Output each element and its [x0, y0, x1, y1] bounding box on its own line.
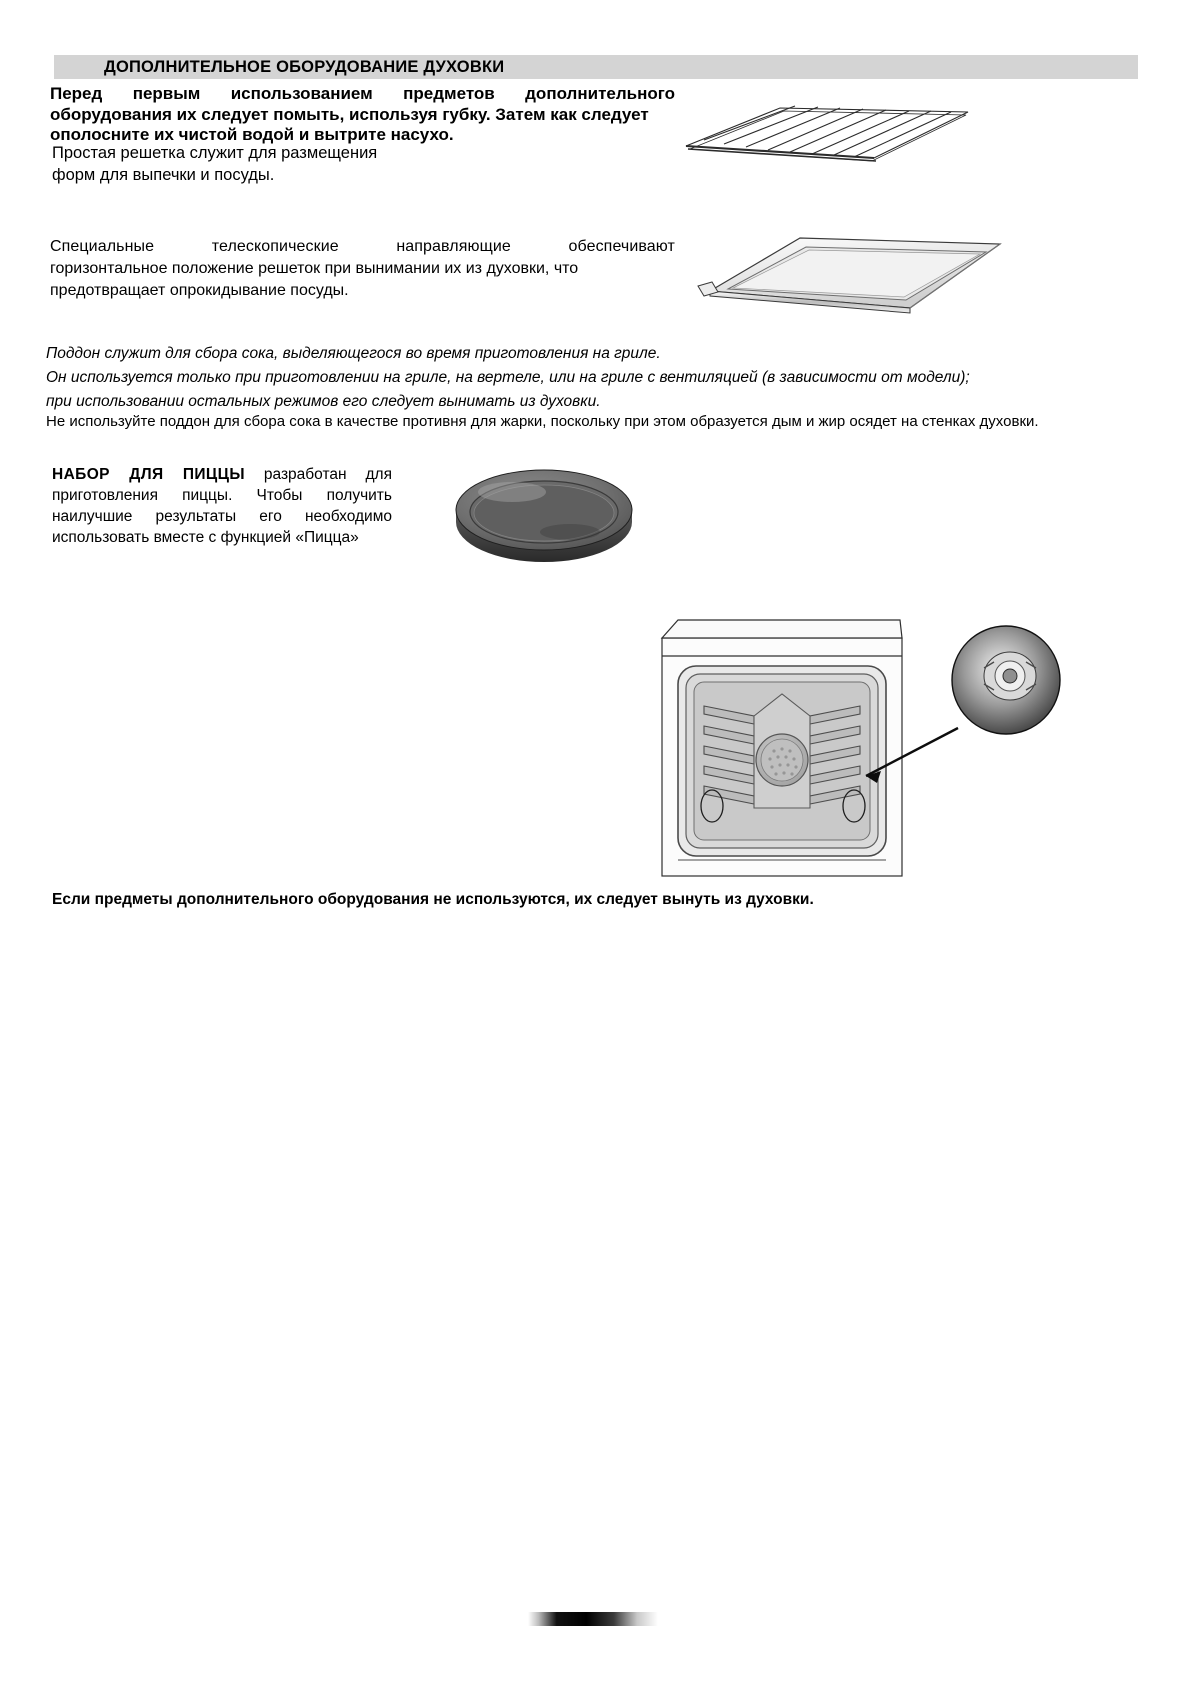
telescopic-line-3: предотвращает опрокидывание посуды.	[50, 282, 349, 299]
wire-rack-line-2: форм для выпечки и посуды.	[52, 166, 275, 184]
pizza-line-1	[52, 464, 392, 485]
pizza-pan-figure	[450, 458, 640, 583]
drip-tray-italic-line-2: Он используется только при приготовлении на гриле, на вертеле, или на гриле с вентиляцией (в зависимости от модели);	[46, 369, 970, 386]
wire-rack-line-1: Простая решетка служит для размещения	[52, 144, 378, 162]
drip-tray-italic-paragraph	[46, 342, 1146, 414]
drip-tray-italic-line-1: Поддон служит для сбора сока, выделяющегося во время приготовления на гриле.	[46, 345, 661, 362]
pizza-line-2: приготовления пиццы. Чтобы получить	[52, 487, 392, 504]
drip-tray-italic-line-3: при использовании остальных режимов его следует вынимать из духовки.	[46, 393, 601, 410]
oven-cavity-icon	[648, 608, 1068, 883]
bottom-page-marker	[528, 1612, 658, 1626]
baking-tray-figure	[688, 234, 1008, 324]
pizza-line-4: использовать вместе с функцией «Пицца»	[52, 529, 359, 546]
pizza-pan-icon	[450, 458, 640, 583]
wire-rack-figure	[668, 100, 978, 175]
page-title: ДОПОЛНИТЕЛЬНОЕ ОБОРУДОВАНИЕ ДУХОВКИ	[104, 58, 505, 76]
drip-tray-warning-note: Не используйте поддон для сбора сока в качестве противня для жарки, поскольку при этом образуется дым и жир осядет на стенках духовки.	[46, 413, 1039, 430]
wire-rack-icon	[668, 100, 978, 175]
footer-note: Если предметы дополнительного оборудования не используются, их следует вынуть из духовки.	[52, 891, 814, 908]
intro-paragraph	[50, 84, 675, 146]
wire-rack-description	[52, 142, 672, 186]
pizza-set-title: НАБОР ДЛЯ ПИЦЦЫ	[52, 466, 245, 483]
intro-line-3: ополосните их чистой водой и вытрите насухо.	[50, 125, 454, 144]
telescopic-line-1: Специальные телескопические направляющие обеспечивают	[50, 238, 675, 255]
baking-tray-icon	[688, 234, 1008, 324]
intro-line-1: Перед первым использованием предметов дополнительного	[50, 84, 675, 103]
pizza-line-3: наилучшие результаты его необходимо	[52, 508, 392, 525]
telescopic-line-2: горизонтальное положение решеток при вынимании их из духовки, что	[50, 260, 579, 277]
pizza-set-description	[52, 464, 392, 548]
intro-line-2: оборудования их следует помыть, используя губку. Затем как следует	[50, 104, 649, 124]
telescopic-rails-description	[50, 236, 675, 302]
pizza-line-1-rest: разработан для	[244, 466, 392, 483]
oven-cavity-figure	[648, 608, 1068, 883]
